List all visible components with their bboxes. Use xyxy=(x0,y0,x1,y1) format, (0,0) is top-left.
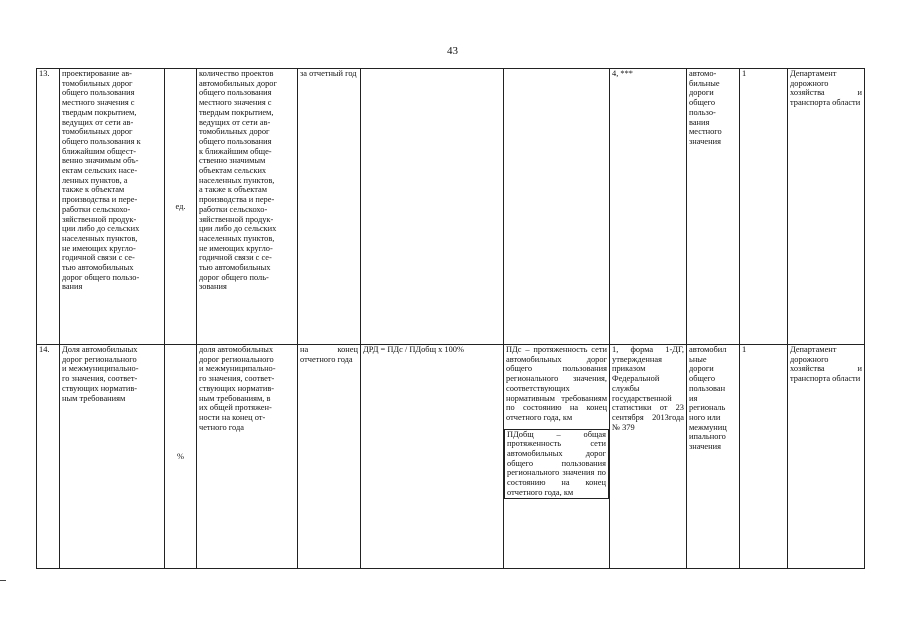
indicator-name: проектирование ав- томобильных дорог общего пользования местного значения с твердым покрытием, ведущих от сети ав- томобильных дорог общего пользования к ближайшим общест- венно значимым объ- ектам сельских насе- ленных пунктов, а также к объектам производства и пере- работки сельскохо- зяйственной продук- ции либо до сельских населенных пунктов, не имеющих кругло- годичной связи с се- тью автомобильных дорог общего пользо- вания xyxy=(60,69,165,345)
indicator-definition: количество проектов автомобильных дорог общего пользования местного значения с твердым покрытием, ведущих от сети ав- томобильных дорог общего пользования к ближайшим обще- ственно значимым объектам сельских населенных пунктов, а также к объектам производства и пере- работки сельскохо- зяйственной продук- ции либо до сельских населенных пунктов, не имеющих кругло- годичной связи с се- тью автомобильных дорог общего поль- зования xyxy=(197,69,298,345)
row-number: 14. xyxy=(37,345,60,569)
margin-mark xyxy=(0,580,6,581)
formula-cell: ДРД = ПДс / ПДобщ х 100% xyxy=(361,345,504,569)
indicators-table xyxy=(36,68,865,569)
object-cell: автомобил ьные дороги общего пользован ия региональ ного или межмуниц ипального значения xyxy=(687,345,740,569)
responsible-cell: Департамент дорожного хозяйства и транспорта области xyxy=(788,69,865,345)
parameter-description: ПДс – протяженность сети автомобильных дорог общего пользования регионального значения, соответствующих нормативным требованиям по состоянию на конец отчетного года, км xyxy=(506,345,607,422)
code-cell: 1 xyxy=(740,69,788,345)
unit-cell: ед. xyxy=(165,69,197,345)
parameter-description: ПДобщ – общая протяженность сети автомобильных дорог общего пользования регионального значения по состоянию на конец отчетного года, км xyxy=(504,429,609,499)
unit-cell: % xyxy=(165,345,197,569)
indicator-definition: доля автомобильных дорог регионального и межмуниципально- го значения, соответ- ствующих норматив- ным требованиям, в их общей протяжен- ности на конец от- четного года xyxy=(197,345,298,569)
formula-cell xyxy=(361,69,504,345)
row-number: 13. xyxy=(37,69,60,345)
source-cell: 1, форма 1-ДГ, утвержденная приказом Федеральной службы государственной статистики от 23 сентября 2013года № 379 xyxy=(610,345,687,569)
table-row xyxy=(37,69,865,345)
responsible-cell: Департамент дорожного хозяйства и транспорта области xyxy=(788,345,865,569)
parameters-cell xyxy=(504,69,610,345)
page-number: 43 xyxy=(447,45,458,57)
period-cell: на конец отчетного года xyxy=(298,345,361,569)
period-cell: за отчетный год xyxy=(298,69,361,345)
parameters-cell xyxy=(504,345,610,569)
code-cell: 1 xyxy=(740,345,788,569)
source-cell: 4, *** xyxy=(610,69,687,345)
indicator-name: Доля автомобильных дорог регионального и межмуниципально- го значения, соответ- ствующих норматив- ным требованиям xyxy=(60,345,165,569)
object-cell: автомо- бильные дороги общего пользо- вания местного значения xyxy=(687,69,740,345)
table-row xyxy=(37,345,865,569)
